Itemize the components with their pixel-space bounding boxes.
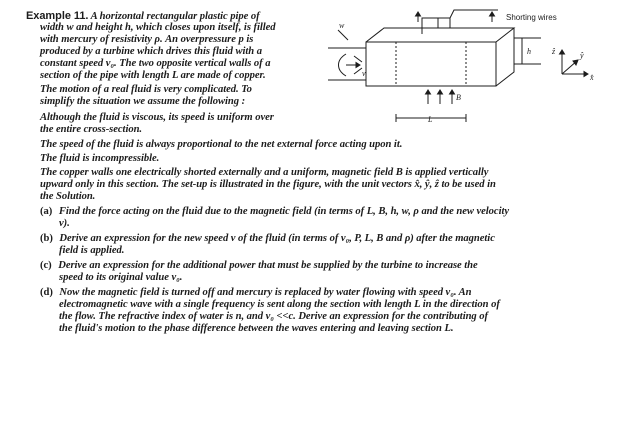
pipe-diagram: [326, 4, 626, 134]
part-b-line-0: [40, 233, 495, 245]
part-c-text-0: Derive an expression for the additional power that must be supplied by the turbine to increase the: [58, 260, 478, 271]
setup-line-1: upward only in this section. The set-up is illustrated in the figure, with the unit vectors x̂, ŷ, ẑ to be used in: [40, 179, 496, 190]
shorting-wire-right: [438, 18, 450, 28]
b-label: B: [456, 93, 461, 102]
part-a-line-1: v).: [59, 218, 70, 229]
intro-line-4: constant speed v₀. The two opposite vertical walls of a: [40, 58, 271, 69]
axes: [560, 50, 589, 77]
setup-line-0: The copper walls one electrically shorted externally and a uniform, magnetic field B is applied vertically: [40, 167, 489, 178]
v-label: v: [362, 69, 366, 78]
intro-line-5: section of the pipe with length L are made of copper.: [40, 70, 266, 81]
part-b-label: (b): [40, 233, 53, 244]
part-d-line-2: the flow. The refractive index of water is n, and v₀ <<c. Derive an expression for the contributing of: [59, 311, 489, 322]
setup-line-2: the Solution.: [40, 191, 96, 202]
assumption-line-0: The speed of the fluid is always proportional to the net external force acting upon it.: [40, 139, 403, 150]
y-axis-label: ŷ: [580, 51, 584, 60]
b-field-arrows: [416, 12, 495, 104]
height-dimension: [519, 38, 525, 64]
intro-line-1: width w and height h, which closes upon itself, is filled: [40, 22, 276, 33]
part-d-line-3: the fluid's motion to the phase difference between the waves entering and leaving section L.: [59, 323, 454, 334]
x-axis-label: x̂: [590, 73, 594, 82]
pipe-right-face: [496, 28, 514, 86]
pipe-top-face: [366, 28, 514, 42]
w-label: w: [339, 21, 345, 30]
problem-title: Example 11.: [26, 10, 89, 22]
velocity-arrow: [346, 63, 360, 68]
intro-line-6: The motion of a real fluid is very complicated. To: [40, 84, 252, 95]
part-a-text-0: Find the force acting on the fluid due to the magnetic field (in terms of L, B, h, w, ρ and the new velocity: [58, 206, 510, 217]
part-b-line-1: field is applied.: [59, 245, 125, 256]
turbine-symbol: [339, 54, 347, 76]
part-d-line-0: [40, 287, 472, 299]
l-label: L: [428, 115, 433, 124]
part-c-line-1: speed to its original value v₀.: [59, 272, 183, 283]
intro-line-3: produced by a turbine which drives this fluid with a: [40, 46, 262, 57]
part-a-line-0: [40, 206, 509, 218]
intro-line-7: simplify the situation we assume the following :: [40, 96, 246, 107]
part-b-text-0: Derive an expression for the new speed v of the fluid (in terms of v₀, P, L, B and ρ) after the magnetic: [59, 233, 495, 244]
z-axis-label: ẑ: [552, 47, 556, 56]
part-d-text-0: Now the magnetic field is turned off and mercury is replaced by water flowing with speed v₀. An: [59, 287, 472, 298]
part-c-label: (c): [40, 260, 52, 271]
intro-line-2: with mercury of resistivity ρ. An overpressure p is: [40, 34, 254, 45]
intro-text-0: A horizontal rectangular plastic pipe of: [90, 11, 260, 22]
part-c-line-0: [40, 260, 478, 272]
pipe-front-face: [366, 42, 496, 86]
intro-line-8: Although the fluid is viscous, its speed is uniform over: [40, 112, 274, 123]
inlet-pipe: [328, 48, 366, 80]
intro-line-9: the entire cross-section.: [40, 124, 143, 135]
part-d-label: (d): [40, 287, 53, 298]
width-marker: [338, 30, 348, 40]
copper-walls: [396, 42, 466, 86]
assumption-line-1: The fluid is incompressible.: [40, 153, 160, 164]
h-label: h: [527, 47, 531, 56]
part-a-label: (a): [40, 206, 53, 217]
shorting-wire-left: [422, 18, 438, 34]
part-d-line-1: electromagnetic wave with a single frequency is sent along the section with length L in the direction of: [59, 299, 500, 310]
pipe-figure: [326, 4, 626, 134]
shorting-wires-label: Shorting wires: [506, 13, 557, 22]
